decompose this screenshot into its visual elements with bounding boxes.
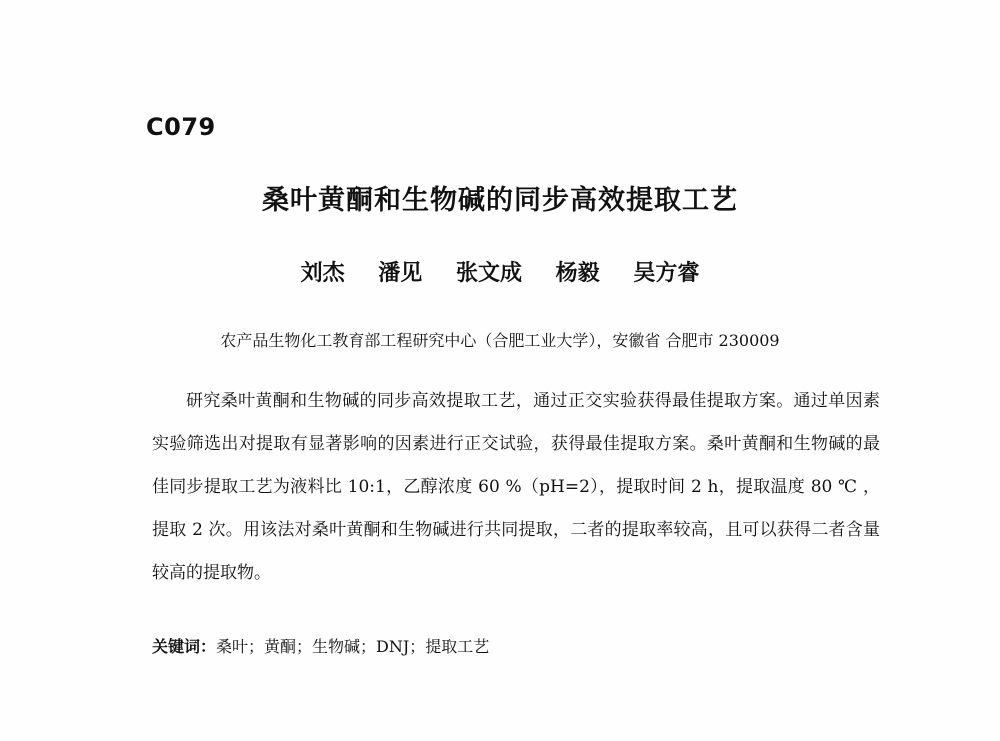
author-name: 杨毅 xyxy=(555,261,600,286)
paper-title: 桑叶黄酮和生物碱的同步高效提取工艺 xyxy=(262,185,738,216)
abstract-text: 研究桑叶黄酮和生物碱的同步高效提取工艺，通过正交实验获得最佳提取方案。通过单因素实验筛选出对提取有显著影响的因素进行正交试验，获得最佳提取方案。桑叶黄酮和生物碱的最佳同步提取工艺为液料比 10:1，乙醇浓度 60 %（pH=2），提取时间 2 h，提取温度 80 ℃ ，提取 2 次。用该法对桑叶黄酮和生物碱进行共同提取，二者的提取率较高，且可以获得二者含量较高的提取物。 xyxy=(152,391,880,583)
author-name: 刘杰 xyxy=(300,261,345,286)
author-list xyxy=(0,256,1000,287)
affiliation: 农产品生物化工教育部工程研究中心（合肥工业大学），安徽省 合肥市 230009 xyxy=(220,331,780,350)
keywords-line xyxy=(152,634,489,657)
keywords-label: 关键词： xyxy=(152,637,217,656)
author-name: 潘见 xyxy=(378,261,423,286)
paper-code: C079 xyxy=(146,113,216,141)
author-name: 张文成 xyxy=(455,261,522,286)
author-name: 吴方睿 xyxy=(633,261,700,286)
keywords-value: 桑叶；黄酮；生物碱；DNJ；提取工艺 xyxy=(216,637,490,656)
